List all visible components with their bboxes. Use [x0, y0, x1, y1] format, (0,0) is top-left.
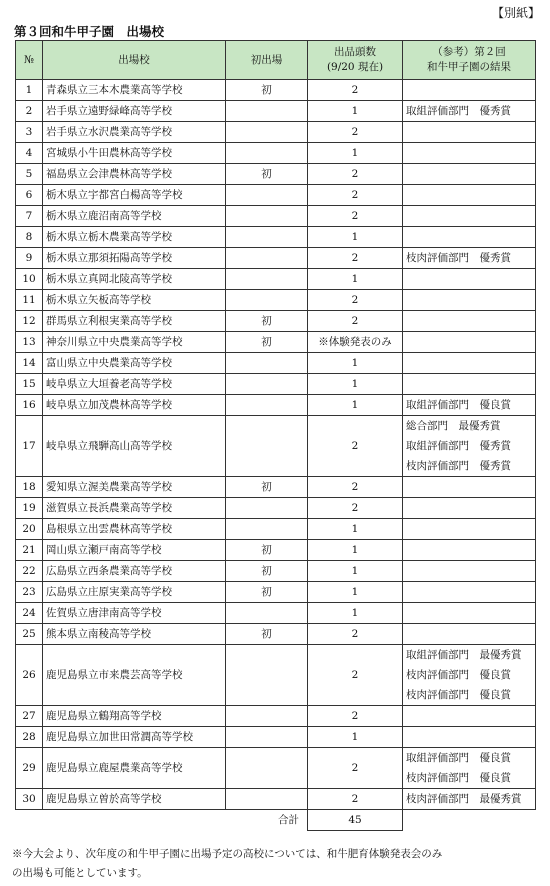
entry-count: 2 — [308, 498, 403, 519]
first-appearance — [226, 789, 308, 810]
table-row — [16, 624, 536, 645]
entry-count: 1 — [308, 269, 403, 290]
header-first: 初出場 — [226, 41, 308, 80]
header-no: № — [16, 41, 43, 80]
school-name: 岐阜県立大垣養老高等学校 — [43, 374, 226, 395]
previous-result — [403, 727, 536, 748]
table-row — [16, 311, 536, 332]
first-appearance — [226, 603, 308, 624]
first-appearance — [226, 353, 308, 374]
school-name: 神奈川県立中央農業高等学校 — [43, 332, 226, 353]
previous-result — [403, 164, 536, 185]
previous-result — [403, 561, 536, 582]
result-line: 取組評価部門 優秀賞 — [406, 105, 511, 117]
row-number: 3 — [16, 122, 43, 143]
row-number: 12 — [16, 311, 43, 332]
header-count — [308, 41, 403, 80]
table-row — [16, 332, 536, 353]
table-row — [16, 290, 536, 311]
first-appearance — [226, 248, 308, 269]
result-line: 枝肉評価部門 優秀賞 — [406, 252, 511, 264]
row-number: 7 — [16, 206, 43, 227]
row-number: 4 — [16, 143, 43, 164]
school-name: 岩手県立水沢農業高等学校 — [43, 122, 226, 143]
table-header-row — [16, 41, 536, 80]
table-row — [16, 164, 536, 185]
result-line: 枝肉評価部門 優良賞 — [406, 772, 511, 784]
previous-result — [403, 498, 536, 519]
row-number: 1 — [16, 80, 43, 101]
table-row — [16, 80, 536, 101]
entry-count: 2 — [308, 789, 403, 810]
previous-result — [403, 332, 536, 353]
result-line: 取組評価部門 最優秀賞 — [406, 649, 522, 661]
entry-count: 1 — [308, 227, 403, 248]
first-appearance — [226, 269, 308, 290]
previous-result — [403, 706, 536, 727]
entry-count: 2 — [308, 416, 403, 477]
school-name: 富山県立中央農業高等学校 — [43, 353, 226, 374]
previous-result — [403, 519, 536, 540]
header-ref-line2: 和牛甲子園の結果 — [427, 61, 511, 73]
first-appearance — [226, 748, 308, 789]
row-number: 24 — [16, 603, 43, 624]
previous-result — [403, 101, 536, 122]
previous-result — [403, 374, 536, 395]
school-name: 鹿児島県立鶴翔高等学校 — [43, 706, 226, 727]
school-name: 熊本県立南稜高等学校 — [43, 624, 226, 645]
row-number: 23 — [16, 582, 43, 603]
entry-count: 1 — [308, 603, 403, 624]
first-appearance: 初 — [226, 80, 308, 101]
table-row — [16, 706, 536, 727]
row-number: 19 — [16, 498, 43, 519]
first-appearance: 初 — [226, 624, 308, 645]
row-number: 17 — [16, 416, 43, 477]
previous-result — [403, 143, 536, 164]
row-number: 25 — [16, 624, 43, 645]
first-appearance: 初 — [226, 311, 308, 332]
total-value: 45 — [308, 810, 403, 831]
table-row — [16, 143, 536, 164]
row-number: 11 — [16, 290, 43, 311]
school-name: 栃木県立鹿沼南高等学校 — [43, 206, 226, 227]
result-line: 取組評価部門 優良賞 — [406, 399, 511, 411]
result-line: 取組評価部門 優秀賞 — [406, 440, 511, 452]
school-name: 栃木県立栃木農業高等学校 — [43, 227, 226, 248]
previous-result — [403, 80, 536, 101]
first-appearance — [226, 290, 308, 311]
entry-count: 2 — [308, 164, 403, 185]
table-row — [16, 645, 536, 706]
previous-result — [403, 416, 536, 477]
header-count-line2: (9/20 現在) — [326, 61, 384, 73]
footnote-line2: の出場も可能としています。 — [12, 867, 148, 879]
total-label: 合計 — [278, 814, 299, 827]
previous-result — [403, 624, 536, 645]
entry-count: 1 — [308, 582, 403, 603]
footnote-line1: ※今大会より、次年度の和牛甲子園に出場予定の高校については、和牛肥育体験発表会のみ — [12, 848, 443, 860]
previous-result — [403, 248, 536, 269]
result-line: 枝肉評価部門 優良賞 — [406, 669, 511, 681]
school-name: 群馬県立利根実業高等学校 — [43, 311, 226, 332]
table-row — [16, 185, 536, 206]
table-row — [16, 374, 536, 395]
row-number: 20 — [16, 519, 43, 540]
result-line: 総合部門 最優秀賞 — [406, 420, 501, 432]
first-appearance — [226, 185, 308, 206]
entry-count: 2 — [308, 248, 403, 269]
row-number: 29 — [16, 748, 43, 789]
table-row — [16, 477, 536, 498]
previous-result — [403, 206, 536, 227]
entry-count: ※体験発表のみ — [308, 332, 403, 353]
table-row — [16, 353, 536, 374]
table-row — [16, 206, 536, 227]
entry-count: 1 — [308, 727, 403, 748]
row-number: 16 — [16, 395, 43, 416]
school-name: 佐賀県立唐津南高等学校 — [43, 603, 226, 624]
row-number: 15 — [16, 374, 43, 395]
entry-count: 2 — [308, 80, 403, 101]
school-name: 広島県立庄原実業高等学校 — [43, 582, 226, 603]
previous-result — [403, 122, 536, 143]
result-line: 枝肉評価部門 優良賞 — [406, 689, 511, 701]
school-name: 宮城県小牛田農林高等学校 — [43, 143, 226, 164]
table-body — [16, 80, 536, 810]
header-school: 出場校 — [43, 41, 226, 80]
previous-result — [403, 185, 536, 206]
school-name: 島根県立出雲農林高等学校 — [43, 519, 226, 540]
school-name: 鹿児島県立市来農芸高等学校 — [43, 645, 226, 706]
entry-count: 1 — [308, 143, 403, 164]
previous-result — [403, 540, 536, 561]
row-number: 10 — [16, 269, 43, 290]
entry-count: 1 — [308, 374, 403, 395]
result-line: 枝肉評価部門 優秀賞 — [406, 460, 511, 472]
table-row — [16, 248, 536, 269]
row-number: 22 — [16, 561, 43, 582]
school-name: 栃木県立矢板高等学校 — [43, 290, 226, 311]
table-row — [16, 603, 536, 624]
first-appearance: 初 — [226, 164, 308, 185]
first-appearance — [226, 374, 308, 395]
entry-count: 2 — [308, 624, 403, 645]
first-appearance: 初 — [226, 540, 308, 561]
entry-count: 1 — [308, 519, 403, 540]
first-appearance: 初 — [226, 332, 308, 353]
entry-count: 2 — [308, 748, 403, 789]
school-name: 広島県立西条農業高等学校 — [43, 561, 226, 582]
school-name: 鹿児島県立曽於高等学校 — [43, 789, 226, 810]
header-count-line1: 出品頭数 — [334, 46, 376, 58]
row-number: 13 — [16, 332, 43, 353]
school-name: 福島県立会津農林高等学校 — [43, 164, 226, 185]
table-row — [16, 561, 536, 582]
entry-count: 2 — [308, 311, 403, 332]
table-row — [16, 540, 536, 561]
table-row — [16, 227, 536, 248]
entry-count: 2 — [308, 706, 403, 727]
row-number: 9 — [16, 248, 43, 269]
row-number: 6 — [16, 185, 43, 206]
first-appearance — [226, 143, 308, 164]
table-row — [16, 101, 536, 122]
previous-result — [403, 645, 536, 706]
row-number: 18 — [16, 477, 43, 498]
entry-count: 1 — [308, 395, 403, 416]
previous-result — [403, 311, 536, 332]
school-name: 鹿児島県立鹿屋農業高等学校 — [43, 748, 226, 789]
first-appearance — [226, 498, 308, 519]
previous-result — [403, 227, 536, 248]
entry-count: 1 — [308, 540, 403, 561]
row-number: 26 — [16, 645, 43, 706]
footnote — [12, 845, 542, 883]
previous-result — [403, 582, 536, 603]
entry-count: 1 — [308, 101, 403, 122]
first-appearance — [226, 101, 308, 122]
first-appearance: 初 — [226, 561, 308, 582]
row-number: 27 — [16, 706, 43, 727]
school-name: 青森県立三本木農業高等学校 — [43, 80, 226, 101]
table-row — [16, 727, 536, 748]
row-number: 8 — [16, 227, 43, 248]
row-number: 5 — [16, 164, 43, 185]
first-appearance — [226, 122, 308, 143]
school-name: 鹿児島県立加世田常潤高等学校 — [43, 727, 226, 748]
previous-result — [403, 269, 536, 290]
school-name: 栃木県立那須拓陽高等学校 — [43, 248, 226, 269]
entry-count: 2 — [308, 477, 403, 498]
row-number: 14 — [16, 353, 43, 374]
school-name: 滋賀県立長浜農業高等学校 — [43, 498, 226, 519]
school-name: 愛知県立渥美農業高等学校 — [43, 477, 226, 498]
previous-result — [403, 395, 536, 416]
attachment-tag: 【別紙】 — [491, 6, 540, 20]
school-name: 岐阜県立飛騨高山高等学校 — [43, 416, 226, 477]
first-appearance — [226, 519, 308, 540]
row-number: 28 — [16, 727, 43, 748]
first-appearance — [226, 395, 308, 416]
school-name: 栃木県立宇都宮白楊高等学校 — [43, 185, 226, 206]
first-appearance — [226, 206, 308, 227]
result-line: 取組評価部門 優良賞 — [406, 752, 511, 764]
first-appearance: 初 — [226, 477, 308, 498]
school-name: 岡山県立瀬戸南高等学校 — [43, 540, 226, 561]
entry-count: 2 — [308, 290, 403, 311]
first-appearance — [226, 416, 308, 477]
table-row — [16, 269, 536, 290]
document-title: 第３回和牛甲子園 出場校 — [14, 24, 165, 39]
previous-result — [403, 748, 536, 789]
table-row — [16, 789, 536, 810]
table-row — [16, 519, 536, 540]
row-number: 30 — [16, 789, 43, 810]
school-name: 岩手県立遠野緑峰高等学校 — [43, 101, 226, 122]
first-appearance — [226, 645, 308, 706]
previous-result — [403, 789, 536, 810]
row-number: 2 — [16, 101, 43, 122]
first-appearance — [226, 227, 308, 248]
row-number: 21 — [16, 540, 43, 561]
table-row — [16, 416, 536, 477]
table-row — [16, 122, 536, 143]
previous-result — [403, 290, 536, 311]
table-row — [16, 748, 536, 789]
entry-count: 2 — [308, 645, 403, 706]
first-appearance — [226, 727, 308, 748]
previous-result — [403, 353, 536, 374]
header-ref-line1: （参考）第２回 — [432, 46, 506, 58]
table-row — [16, 582, 536, 603]
first-appearance — [226, 706, 308, 727]
table-row — [16, 395, 536, 416]
school-name: 栃木県立真岡北陵高等学校 — [43, 269, 226, 290]
participants-table — [15, 40, 536, 831]
school-name: 岐阜県立加茂農林高等学校 — [43, 395, 226, 416]
first-appearance: 初 — [226, 582, 308, 603]
table-row — [16, 498, 536, 519]
header-reference — [403, 41, 536, 80]
entry-count: 2 — [308, 185, 403, 206]
entry-count: 1 — [308, 353, 403, 374]
entry-count: 2 — [308, 206, 403, 227]
entry-count: 1 — [308, 561, 403, 582]
previous-result — [403, 603, 536, 624]
entry-count: 2 — [308, 122, 403, 143]
previous-result — [403, 477, 536, 498]
total-row — [16, 810, 536, 831]
result-line: 枝肉評価部門 最優秀賞 — [406, 793, 522, 805]
